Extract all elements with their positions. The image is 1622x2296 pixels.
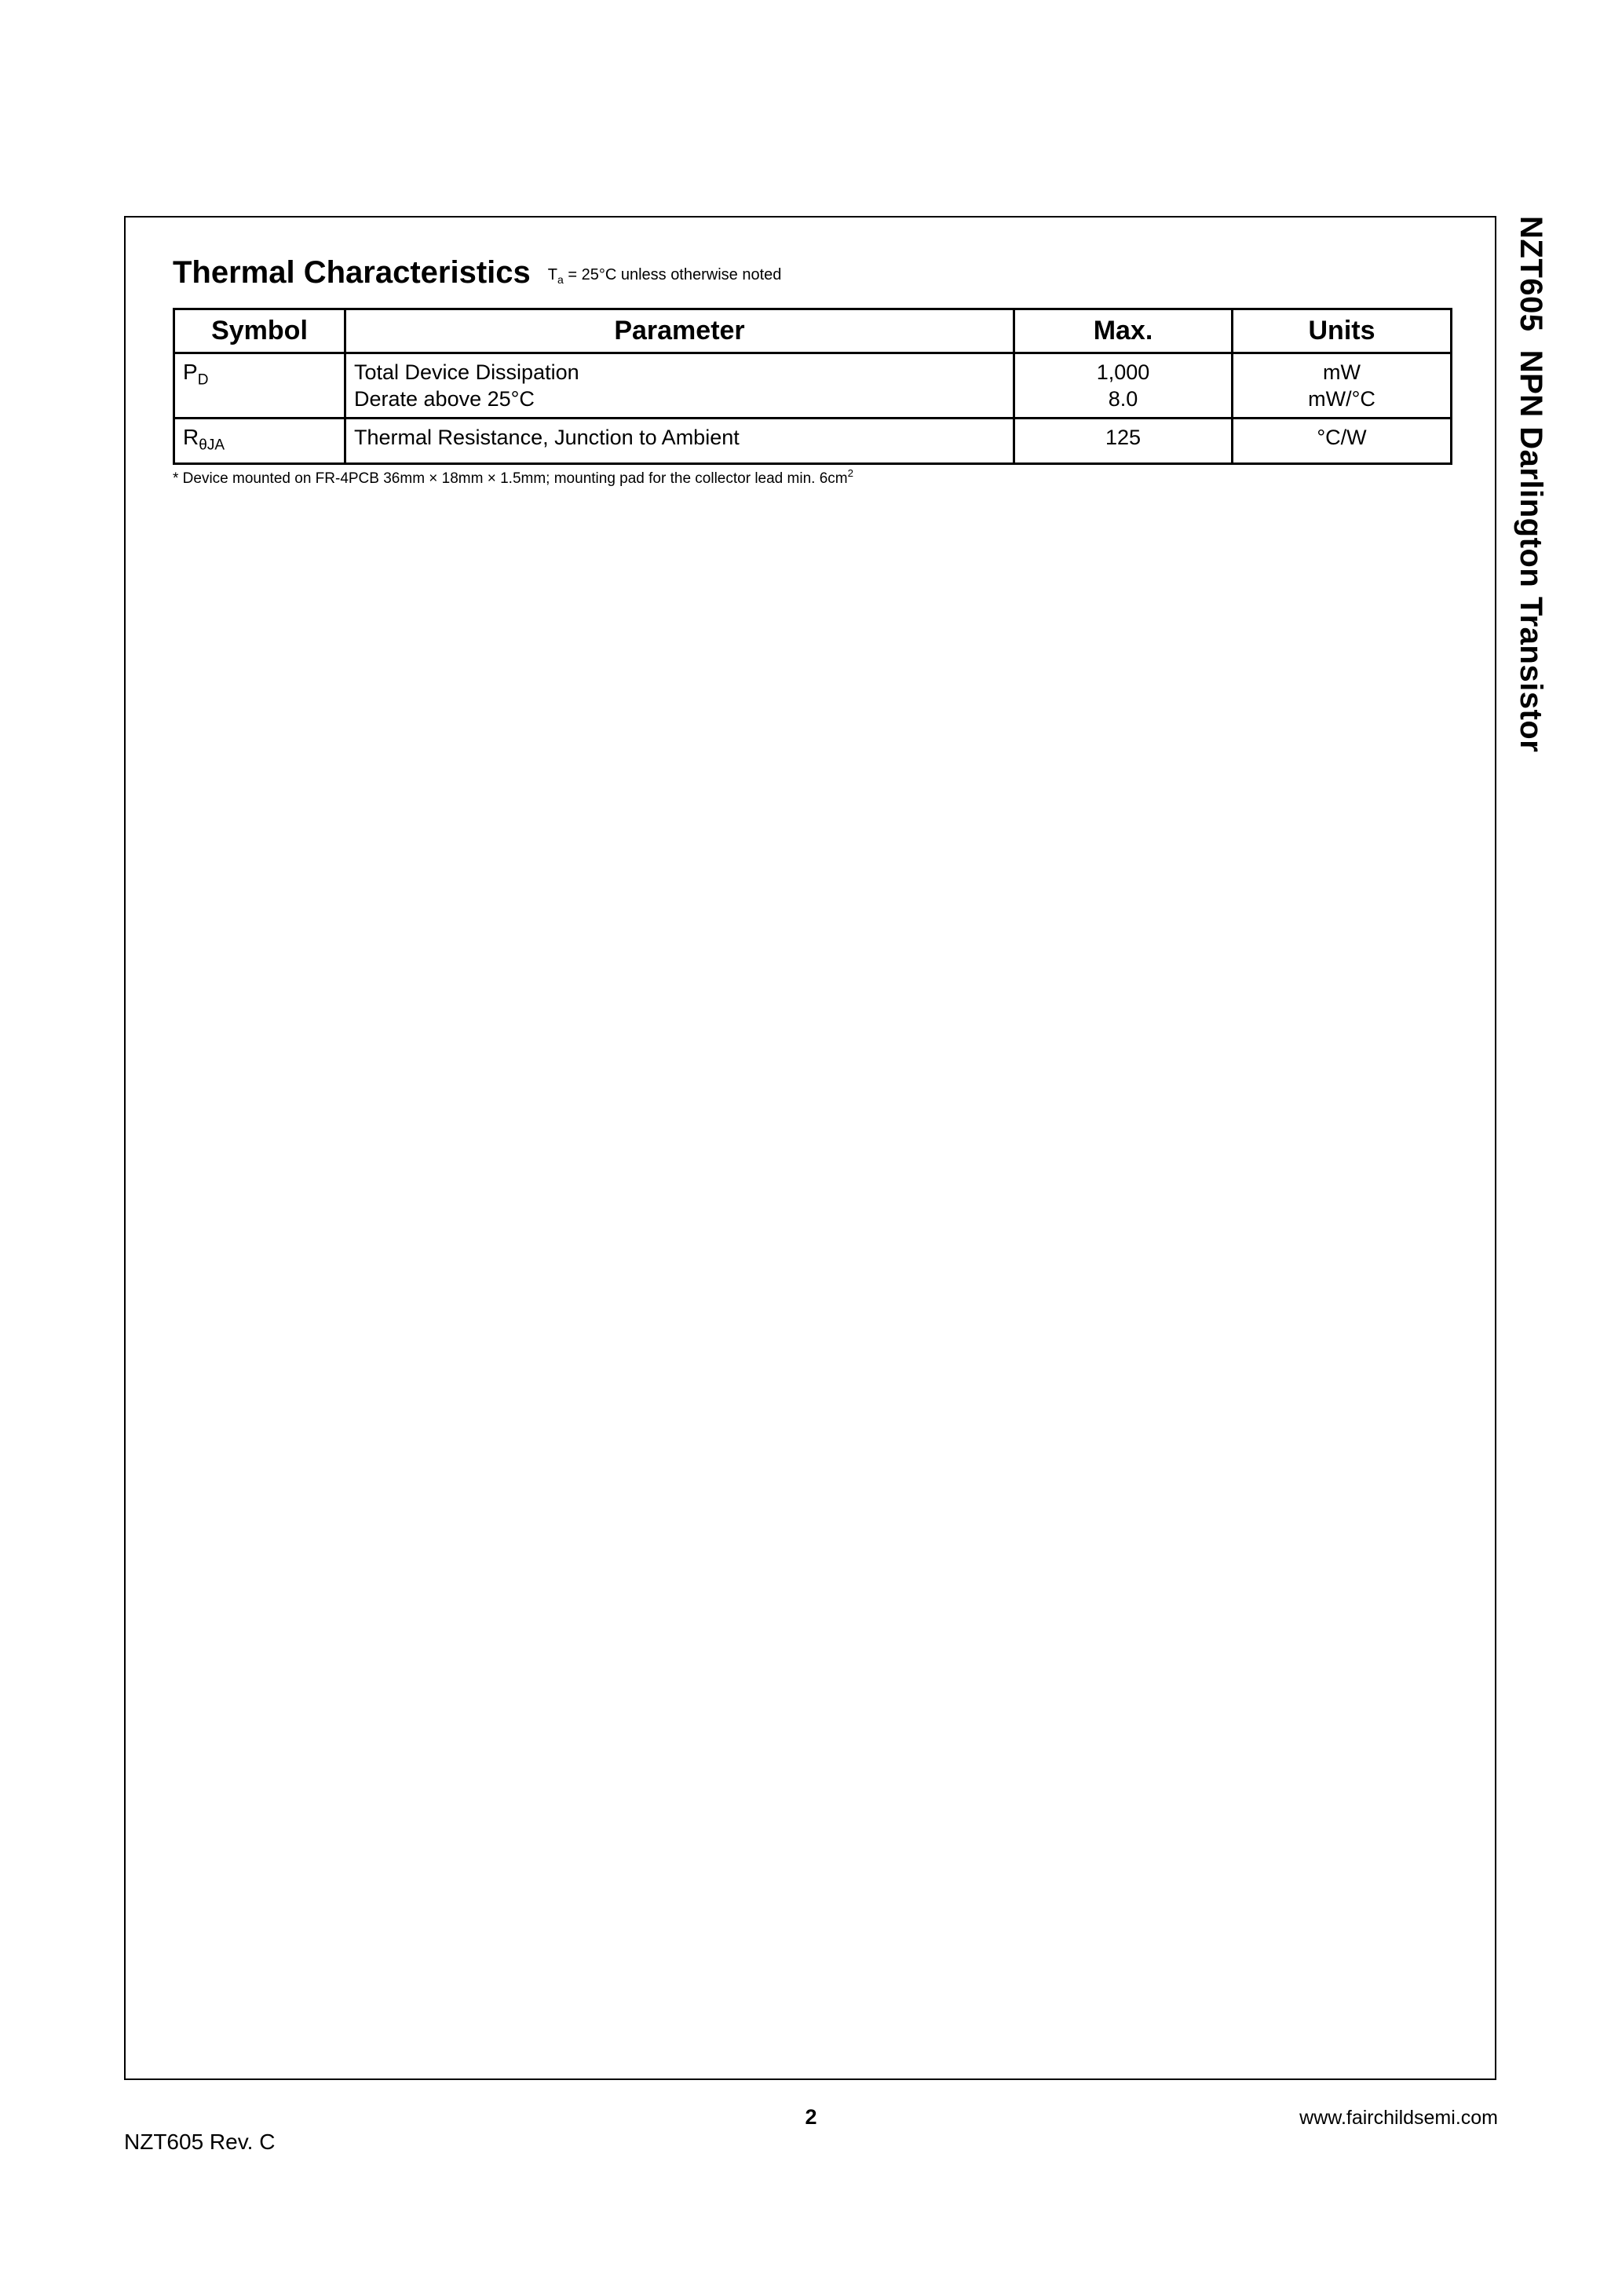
revision-label: NZT605 Rev. C bbox=[124, 2130, 276, 2154]
symbol-pd bbox=[183, 360, 209, 389]
condition-sub: a bbox=[557, 272, 564, 286]
section-heading: Thermal Characteristics bbox=[173, 255, 531, 290]
cell-max bbox=[1014, 419, 1233, 464]
website-url: www.fairchildsemi.com bbox=[1299, 2107, 1498, 2129]
footnote bbox=[173, 467, 853, 488]
footnote-sup: 2 bbox=[847, 467, 853, 479]
cell-max bbox=[1014, 353, 1233, 419]
cell-symbol bbox=[174, 419, 345, 464]
cell-units bbox=[1233, 353, 1452, 419]
side-title: NZT605 NPN Darlington Transistor bbox=[1514, 216, 1548, 753]
unit-value: mW/°C bbox=[1308, 387, 1375, 411]
header-parameter: Parameter bbox=[345, 309, 1014, 353]
max-value: 1,000 bbox=[1096, 360, 1150, 384]
header-max: Max. bbox=[1014, 309, 1233, 353]
cell-parameter bbox=[345, 419, 1014, 464]
symbol-main: R bbox=[183, 425, 199, 449]
max-value: 125 bbox=[1105, 426, 1142, 449]
condition-suffix: = 25°C unless otherwise noted bbox=[563, 266, 782, 283]
cell-symbol bbox=[174, 353, 345, 419]
condition-note bbox=[547, 266, 782, 286]
page-number: 2 bbox=[805, 2105, 817, 2129]
symbol-sub: D bbox=[197, 371, 209, 389]
max-value: 8.0 bbox=[1108, 387, 1138, 411]
unit-value: °C/W bbox=[1317, 426, 1367, 449]
symbol-main: P bbox=[183, 360, 198, 384]
table-header-row bbox=[174, 309, 1452, 353]
section-heading-row bbox=[173, 255, 781, 291]
header-symbol: Symbol bbox=[174, 309, 345, 353]
table-row bbox=[174, 353, 1452, 419]
cell-parameter bbox=[345, 353, 1014, 419]
parameter-line: Derate above 25°C bbox=[354, 387, 535, 411]
header-units: Units bbox=[1233, 309, 1452, 353]
symbol-sub: θJA bbox=[199, 437, 225, 454]
cell-units bbox=[1233, 419, 1452, 464]
unit-value: mW bbox=[1323, 360, 1361, 384]
parameter-line: Total Device Dissipation bbox=[354, 360, 579, 384]
condition-prefix: T bbox=[547, 266, 557, 283]
table-row bbox=[174, 419, 1452, 464]
footnote-text: * Device mounted on FR-4PCB 36mm × 18mm × 1.5mm; mounting pad for the collector lead min. 6cm bbox=[173, 470, 848, 487]
thermal-table bbox=[173, 308, 1452, 465]
parameter-line: Thermal Resistance, Junction to Ambient bbox=[354, 426, 740, 449]
symbol-rtheta bbox=[183, 425, 225, 454]
page-border bbox=[124, 216, 1496, 2080]
